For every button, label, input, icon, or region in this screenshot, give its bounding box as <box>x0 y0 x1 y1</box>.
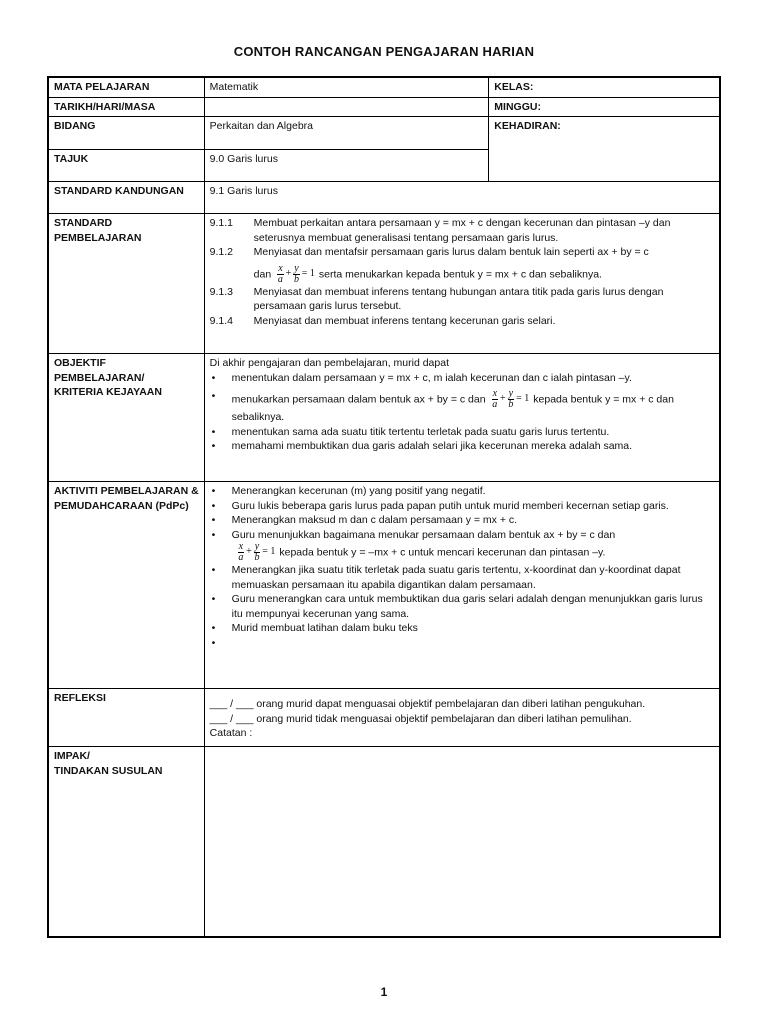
sp-text-post: serta menukarkan kepada bentuk y = mx + c dan sebaliknya. <box>318 267 602 280</box>
fraction <box>508 389 514 410</box>
value-impak <box>204 747 720 937</box>
numerator: y <box>294 262 299 274</box>
sp-num: 9.1.1 <box>209 217 234 229</box>
sp-item <box>210 245 714 260</box>
label-standard-kandungan: STANDARD KANDUNGAN <box>48 182 204 214</box>
refleksi-content <box>204 689 720 747</box>
sp-text <box>254 264 714 285</box>
list-item: • memahami membuktikan dua garis adalah selari jika kecerunan mereka adalah sama. <box>232 439 714 454</box>
list-item: • menentukan dalam persamaan y = mx + c, m ialah kecerunan dan c ialah pintasan –y. <box>232 371 714 386</box>
label-mata-pelajaran: MATA PELAJARAN <box>48 77 204 97</box>
objektif-content <box>204 354 720 482</box>
list-item-pre: menukarkan persamaan dalam bentuk ax + by = c dan <box>231 393 486 406</box>
numerator: y <box>254 541 260 552</box>
label-line: STANDARD <box>54 217 113 229</box>
sp-text: Menyiasat dan membuat inferens tentang kecerunan garis selari. <box>253 314 556 327</box>
denominator: b <box>508 399 514 410</box>
numerator: x <box>278 262 283 274</box>
denominator: a <box>277 273 283 285</box>
sp-item <box>210 285 714 314</box>
fraction <box>277 264 283 285</box>
label-kehadiran: KEHADIRAN: <box>489 117 720 182</box>
label-objektif <box>48 354 204 482</box>
list-item: • Menerangkan maksud m dan c dalam persamaan y = mx + c. <box>232 513 714 528</box>
label-line: PEMBELAJARAN <box>54 231 142 244</box>
value-mata-pelajaran: Matematik <box>204 77 489 97</box>
equals-one: = 1 <box>262 546 276 558</box>
plus-sign: + <box>500 393 506 405</box>
list-item: • Menerangkan kecerunan (m) yang positif yang negatif. <box>232 484 714 499</box>
denominator: b <box>254 552 260 563</box>
fraction-equation <box>490 389 530 410</box>
label-kelas: KELAS: <box>489 77 720 97</box>
sp-text: Membuat perkaitan antara persamaan y = mx + c dengan kecerunan dan pintasan –y dan seterusnya membuat generalisasi tentang persamaan garis lurus. <box>253 217 671 244</box>
sp-num: 9.1.2 <box>209 246 234 258</box>
lesson-plan-table <box>47 76 721 938</box>
label-aktiviti <box>48 482 204 689</box>
label-impak <box>48 747 204 937</box>
numerator: x <box>492 388 498 399</box>
refleksi-line: ___ / ___ orang murid dapat menguasai objektif pembelajaran dan diberi latihan pengukuhan. <box>209 698 646 710</box>
value-tajuk: 9.0 Garis lurus <box>204 150 489 182</box>
fraction-equation <box>236 542 276 563</box>
sp-text: Menyiasat dan membuat inferens tentang hubungan antara titik pada garis lurus dengan persamaan garis lurus tersebut. <box>253 285 664 312</box>
list-item-text: Guru menunjukkan bagaimana menukar persamaan dalam bentuk ax + by = c dan <box>231 528 616 541</box>
objektif-intro: Di akhir pengajaran dan pembelajaran, murid dapat <box>209 357 449 369</box>
sp-item <box>210 314 714 329</box>
plus-sign: + <box>246 546 252 558</box>
label-minggu: MINGGU: <box>489 97 720 117</box>
list-item: • Menerangkan jika suatu titik terletak pada suatu garis tertentu, x-koordinat dan y-koordinat dapat memuaskan persamaan itu apabila digantikan dalam persamaan. <box>232 563 714 592</box>
standard-pembelajaran-list <box>204 214 720 354</box>
plus-sign: + <box>285 267 292 279</box>
fraction <box>492 389 498 410</box>
sp-item <box>210 264 714 285</box>
list-item <box>232 389 714 425</box>
refleksi-line: Catatan : <box>209 727 253 739</box>
aktiviti-content <box>204 482 720 689</box>
label-bidang: BIDANG <box>48 117 204 150</box>
label-line: OBJEKTIF PEMBELAJARAN/ <box>54 357 145 384</box>
label-tarikh: TARIKH/HARI/MASA <box>48 97 204 117</box>
label-tajuk: TAJUK <box>48 150 204 182</box>
denominator: a <box>492 399 498 410</box>
aktiviti-list <box>210 484 714 650</box>
sp-text-pre: dan <box>253 267 272 280</box>
sp-num <box>210 264 254 285</box>
list-item-post: kepada bentuk y = –mx + c untuk mencari kecerunan dan pintasan –y. <box>279 546 606 559</box>
denominator: b <box>294 273 300 285</box>
label-standard-pembelajaran <box>48 214 204 354</box>
list-item: • Guru lukis beberapa garis lurus pada papan putih untuk murid memberi kecernan setiap garis. <box>232 499 714 514</box>
label-line: TINDAKAN SUSULAN <box>54 764 163 777</box>
fraction <box>238 542 244 563</box>
list-item: • menentukan sama ada suatu titik tertentu terletak pada suatu garis lurus tertentu. <box>232 425 714 440</box>
fraction-equation <box>275 264 315 285</box>
list-item: • Murid membuat latihan dalam buku teks <box>232 621 714 636</box>
page-number: 1 <box>380 985 388 999</box>
numerator: y <box>508 388 514 399</box>
value-standard-kandungan: 9.1 Garis lurus <box>204 182 720 214</box>
equals-one: = 1 <box>516 393 530 405</box>
label-line: PEMUDAHCARAAN (PdPc) <box>54 499 189 512</box>
label-line: AKTIVITI PEMBELAJARAN & <box>54 485 199 497</box>
value-tarikh <box>204 97 489 117</box>
fraction <box>293 264 299 285</box>
numerator: x <box>238 541 244 552</box>
denominator: a <box>238 552 244 563</box>
sp-item <box>210 216 714 245</box>
sp-num: 9.1.4 <box>209 314 234 327</box>
sp-text: Menyiasat dan mentafsir persamaan garis lurus dalam bentuk lain seperti ax + by = c <box>253 246 649 258</box>
label-refleksi: REFLEKSI <box>48 689 204 747</box>
objektif-list <box>210 371 714 454</box>
list-item-post: kepada bentuk y = mx + c dan sebaliknya. <box>231 393 674 423</box>
list-item <box>232 636 714 651</box>
document-title: CONTOH RANCANGAN PENGAJARAN HARIAN <box>233 44 535 59</box>
refleksi-line: ___ / ___ orang murid tidak menguasai objektif pembelajaran dan diberi latihan pemulihan. <box>209 712 632 725</box>
label-line: IMPAK/ <box>54 750 90 762</box>
value-bidang: Perkaitan dan Algebra <box>204 117 489 150</box>
equals-one: = 1 <box>301 267 315 279</box>
sp-num: 9.1.3 <box>209 285 234 298</box>
label-line: KRITERIA KEJAYAAN <box>54 386 162 398</box>
list-item: • Guru menerangkan cara untuk membuktikan dua garis selari adalah dengan menunjukkan garis lurus itu mempunyai kecerunan yang sama. <box>232 592 714 621</box>
fraction <box>254 542 260 563</box>
list-item <box>232 528 714 564</box>
